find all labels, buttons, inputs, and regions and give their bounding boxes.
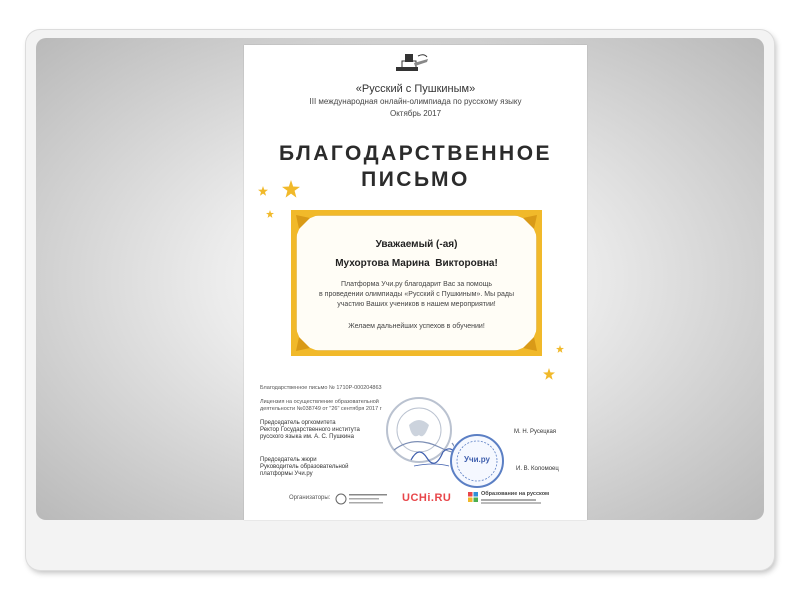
star-icon: [556, 345, 564, 353]
letter-number: Благодарственное письмо № 1710Р-000204863: [260, 385, 382, 391]
chair1-line: Председатель оргкомитета: [260, 420, 336, 426]
pushkin-institute-logo-icon: [335, 491, 390, 507]
license-info: [260, 399, 382, 413]
title-line-2: ПИСЬМО: [361, 168, 470, 191]
license-line: Лицензия на осуществление образовательной: [260, 399, 379, 405]
thank-you-letter: [244, 45, 587, 520]
corner-ornament-icon: [296, 215, 318, 237]
chair1-title: [260, 420, 360, 441]
star-icon: [266, 210, 274, 218]
body-line: участию Ваших учеников в нашем мероприятии!: [337, 301, 496, 308]
logo-caption-line: [481, 499, 536, 501]
corner-ornament-icon: [515, 329, 537, 351]
corner-ornament-icon: [515, 215, 537, 237]
title-line-1: БЛАГОДАРСТВЕННОЕ: [278, 142, 553, 165]
chair2-name: И. В. Коломоец: [516, 466, 559, 472]
grid-squares-icon: [468, 492, 478, 502]
uchi-stamp-text: Учи.ру: [464, 455, 490, 464]
chair1-line: русского языка им. А. С. Пушкина: [260, 434, 354, 440]
greeting: Уважаемый (-ая): [375, 239, 458, 250]
chair2-line: платформы Учи.ру: [260, 471, 313, 477]
education-logo: [468, 491, 563, 509]
star-icon: [258, 186, 268, 196]
chair1-line: Ректор Государственного института: [260, 427, 360, 433]
olympiad-title: «Русский с Пушкиным»: [355, 83, 476, 95]
chair2-line: Руководитель образовательной: [260, 464, 349, 470]
education-logo-title: Образование на русском: [481, 491, 550, 497]
chair1-name: М. Н. Русецкая: [514, 429, 557, 435]
body-line: Платформа Учи.ру благодарит Вас за помощь: [340, 281, 493, 288]
uchi-ru-logo: UCHi.RU: [402, 492, 452, 504]
message-panel: [296, 215, 537, 351]
organizers-label: Организаторы:: [289, 495, 331, 501]
chair2-title: [260, 457, 349, 478]
olympiad-date: Октябрь 2017: [389, 109, 442, 118]
wish-line: Желаем дальнейших успехов в обучении!: [348, 323, 485, 330]
star-icon: [543, 368, 555, 380]
pushkin-hat-logo-icon: [394, 51, 430, 73]
olympiad-subtitle: III международная онлайн-олимпиада по русскому языку: [309, 97, 522, 106]
body-line: в проведении олимпиады «Русский с Пушкиным». Мы рады: [318, 291, 514, 298]
recipient-name: Мухортова Марина Викторовна!: [335, 258, 498, 269]
chair2-line: Председатель жюри: [260, 457, 317, 463]
star-icon: [282, 180, 300, 198]
logo-caption-line: [481, 502, 541, 504]
corner-ornament-icon: [296, 329, 318, 351]
license-line: деятельности №038749 от "26" сентября 2017 г: [260, 406, 382, 412]
gold-frame: [291, 210, 542, 356]
